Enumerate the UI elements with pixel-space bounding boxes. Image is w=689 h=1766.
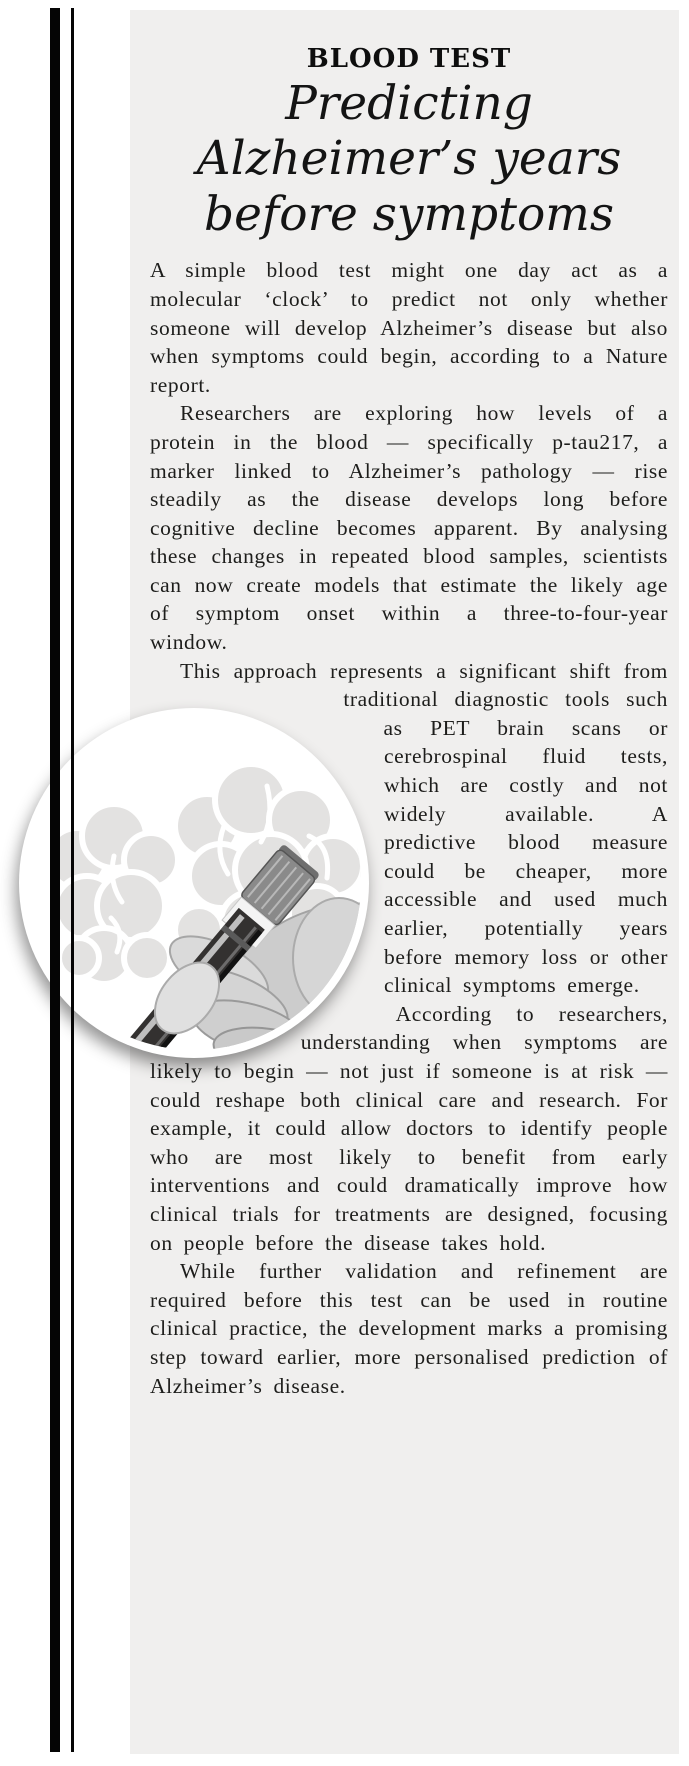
article-headline [150, 76, 668, 242]
paragraph-3: This approach represents a significant shift from traditional diagnostic tools such as PET brain scans or cerebrospinal fluid tests, which are costly and not widely available. A predictive blood measure could be cheaper, more accessible and used much earlier, potentially years before memory loss or other clinical symptoms emerge. [180, 658, 668, 998]
headline-line-2: Alzheimer’s years [196, 131, 622, 187]
paragraph-2: Researchers are exploring how levels of a protein in the blood — specifically p-tau217, a marker linked to Alzheimer’s pathology — rise steadily as the disease develops long before cognitive decline becomes apparent. By analysing these changes in repeated blood samples, scientists can now create models that estimate the likely age of symptom onset within a three-to-four-year window. [150, 401, 668, 655]
article-body [150, 256, 668, 1400]
headline-line-3: before symptoms [203, 186, 614, 242]
article-panel [130, 10, 679, 1754]
article-photo [8, 697, 380, 1069]
article-kicker: BLOOD TEST [306, 44, 512, 74]
headline-line-1: Predicting [285, 76, 533, 131]
left-column-rule-thick [50, 8, 60, 1752]
paragraph-5: While further validation and refinement are required before this test can be used in routine clinical practice, the development marks a promising step toward earlier, more personalised prediction of Alzheimer’s disease. [150, 1259, 668, 1398]
paragraph-1: A simple blood test might one day act as a molecular ‘clock’ to predict not only whether someone will develop Alzheimer’s disease but also when symptoms could begin, according to a Nature report. [150, 258, 668, 397]
left-column-rule-thin [71, 8, 74, 1752]
paragraph-4: According to researchers, understanding when symptoms are likely to begin — not just if someone is at risk — could reshape both clinical care and research. For example, it could allow doctors to identify people who are most likely to benefit from early interventions and could dramatically improve how clinical trials for treatments are designed, focusing on people before the disease takes hold. [150, 1001, 668, 1255]
